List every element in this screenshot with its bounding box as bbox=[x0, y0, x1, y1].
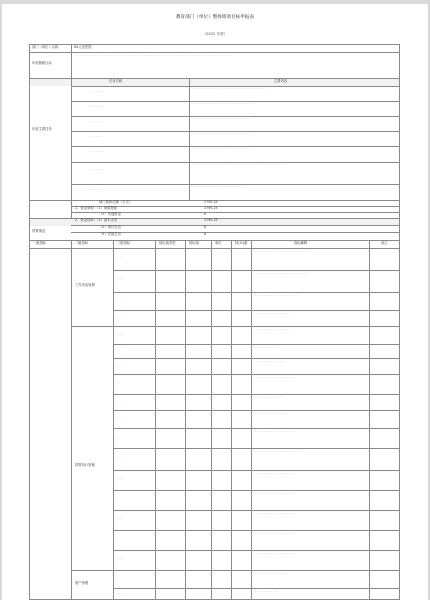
perf-goal-text: ····· ········ ······ ··········· ····· ········· ······ ········ ······· ········· ······ ········ ······· ········ ····· ······· ········ ······· ········· ······ ········ ········ ······· ······· ······· bbox=[74, 54, 231, 57]
task-row: ········ ········ bbox=[89, 135, 102, 138]
col-remarks: 备注 bbox=[381, 241, 388, 245]
indicator-explanation: ······ ········ ······· ········ ······ ········ ······· ········ ······ bbox=[254, 272, 309, 275]
budget-label: 预算情况 bbox=[32, 229, 46, 233]
task-row: ········ ······ bbox=[89, 188, 101, 191]
indicator-explanation: ······ ········ ······· ········ ······ ········ ······ bbox=[254, 376, 296, 379]
task-content: ······ ········ ······· ········ ······ ········ ······· ········ ······ ········ ······ ········· bbox=[192, 87, 267, 90]
group-budget-execution: 预算执行管理 bbox=[75, 463, 95, 467]
indicator-explanation: ········ ······ ········ ······· ········ ······ ······· bbox=[254, 430, 297, 433]
indicator-explanation: ······ ········ ······· ········ bbox=[254, 346, 279, 349]
document-page bbox=[2, 4, 428, 600]
indicator-name: ········ bbox=[116, 278, 123, 281]
indicator-explanation: ······ ········ ······· ········ ······ ······ bbox=[254, 572, 289, 575]
col-explanation: 指标解释 bbox=[294, 241, 308, 245]
indicator-name: ······· bbox=[116, 316, 122, 319]
dept-value: XX人民医院 bbox=[74, 45, 92, 49]
indicator-explanation: ········ ······ ········ ······· ········ ······ ····· bbox=[254, 472, 296, 475]
task-row: ········ ·········· bbox=[89, 168, 104, 171]
budget-structure-basic: 2、资金结构：（1）基本支出 bbox=[75, 218, 118, 222]
col-value: 指标值 bbox=[189, 241, 199, 245]
task-content: ········ ······ ········ ······· ········ ······ ········ ······ ········ ······ ········ ······· ········ ······ ········ bbox=[192, 163, 285, 166]
indicator-name: ······· bbox=[116, 518, 122, 521]
indicator-name: ······ bbox=[116, 578, 121, 581]
indicator-name: ······· bbox=[116, 364, 122, 367]
table-left-border bbox=[29, 44, 30, 600]
task-content: ········ ······ ········ ······· ········ ······ ········ ······ ········ ···· bbox=[192, 132, 252, 135]
indicator-explanation: ········ ······ ········ ······· ········ ······ ······ bbox=[254, 552, 296, 555]
indicator-explanation: ········ ······ ········ ······· ····· bbox=[254, 396, 283, 399]
indicator-explanation: ········ ······ ········ ······· ········ ······ ······· bbox=[254, 512, 297, 515]
tasks-col-name: 任务名称 bbox=[109, 79, 123, 83]
task-row: ········ ···· ······ bbox=[89, 105, 105, 108]
indicator-name: ······ bbox=[116, 349, 121, 352]
budget-total-value: 2795.25 bbox=[204, 200, 218, 204]
task-content: ······ ········ ······· ········ ······ ········ ······· ········ ······ ······· bbox=[192, 147, 253, 150]
col-level3: 三级指标 bbox=[117, 241, 131, 245]
budget-source-financial-value: 2795.25 bbox=[204, 206, 218, 210]
table-right-border bbox=[399, 44, 400, 600]
tasks-label: 年度主要任务 bbox=[32, 127, 52, 131]
budget-structure-other: （3）其他支出 bbox=[99, 232, 121, 236]
budget-structure-other-value: 0 bbox=[204, 232, 207, 236]
indicator-name: ······ bbox=[116, 498, 121, 501]
indicator-name: ········ bbox=[116, 478, 123, 481]
indicator-explanation: ········ ······ ········ ······· ········ bbox=[254, 360, 286, 363]
task-row: ········ ·········· bbox=[89, 90, 104, 93]
indicator-explanation: ········ ······ ········ ······· ········ ······ ········ ······ ········ bbox=[254, 250, 310, 253]
budget-source-financial: 1、资金来源：（1）财政拨款 bbox=[75, 206, 118, 210]
indicator-name: ······ ···· bbox=[116, 256, 125, 259]
performance-table bbox=[29, 44, 399, 600]
indicator-explanation: ······ ········ ······· ········ ······ ····· bbox=[254, 412, 289, 415]
perf-goal-label: 年度履职目标 bbox=[32, 61, 52, 65]
indicator-explanation: ········ ······ ········ ······· ········ ······ ········ bbox=[254, 294, 298, 297]
dept-label: 部门（单位）名称 bbox=[32, 45, 59, 49]
indicator-explanation: ······ ········ ······· ········ ······ ········ ······ bbox=[254, 492, 296, 495]
indicator-name: ······ bbox=[116, 382, 121, 385]
indicator-name: ········ bbox=[116, 417, 123, 420]
indicator-explanation: ······ ········ ······· ········ ······ ········ ······· ······· bbox=[254, 450, 303, 453]
indicator-name: ········ bbox=[116, 334, 123, 337]
task-content: ······ ········ ······· ········ ······ ········ ······· ········ bbox=[192, 185, 242, 188]
col-level1: 一级指标 bbox=[33, 241, 47, 245]
task-content: ······ ········ ······· ········ ······ ········ ······· ········ ······ ······· bbox=[192, 117, 253, 120]
document-title: 教育部门（单位）整体绩效目标申报表 bbox=[175, 15, 255, 20]
budget-structure-project-value: 0 bbox=[204, 225, 207, 229]
task-content: ········ ······ ········ ······· ········ ······ ········ ······ ········ ······ bbox=[192, 102, 253, 105]
col-unit: 单位 bbox=[215, 241, 222, 245]
tasks-col-content: 主要内容 bbox=[274, 79, 288, 83]
col-level2: 二级指标 bbox=[75, 241, 89, 245]
indicator-name: ······· bbox=[116, 400, 122, 403]
indicator-name: ······ ··· bbox=[116, 298, 124, 301]
task-row: ······ ·········· bbox=[89, 120, 102, 123]
col-weight: 权(%)重 bbox=[235, 241, 248, 245]
indicator-name: ······ bbox=[116, 538, 121, 541]
indicator-name: ········ bbox=[116, 558, 123, 561]
budget-structure-project: （2）项目支出 bbox=[99, 225, 121, 229]
indicator-explanation: ········ ······ ········ ······· bbox=[254, 590, 279, 593]
indicator-explanation: ······ ········ ······· ········ ······ ······· bbox=[254, 312, 290, 315]
indicator-name: ······· bbox=[116, 457, 122, 460]
table-bottom-border bbox=[29, 599, 399, 600]
budget-source-other-value: 0 bbox=[204, 212, 207, 216]
indicator-explanation: ······ ········ ······· ········ ······ ········ ····· bbox=[254, 532, 296, 535]
indicator-name: ······ bbox=[116, 436, 121, 439]
tasks-header-band bbox=[29, 78, 399, 86]
document-year: （2022 年度） bbox=[202, 32, 228, 36]
group-assets: 资产管理 bbox=[75, 581, 89, 585]
task-row: ······· ··········· bbox=[89, 150, 104, 153]
budget-structure-basic-value: 2795.25 bbox=[204, 218, 218, 222]
group-work-content: 工作内容管理 bbox=[75, 283, 95, 287]
indicator-explanation: ········ ······ ········ ······· ········ ······ bbox=[254, 328, 291, 331]
budget-source-other: （2）其他资金 bbox=[99, 212, 121, 216]
indicator-name: ······· bbox=[116, 592, 122, 595]
budget-total-label: 部门预算总额（万元） bbox=[99, 200, 132, 204]
col-value-type: 指标值类型 bbox=[159, 241, 176, 245]
